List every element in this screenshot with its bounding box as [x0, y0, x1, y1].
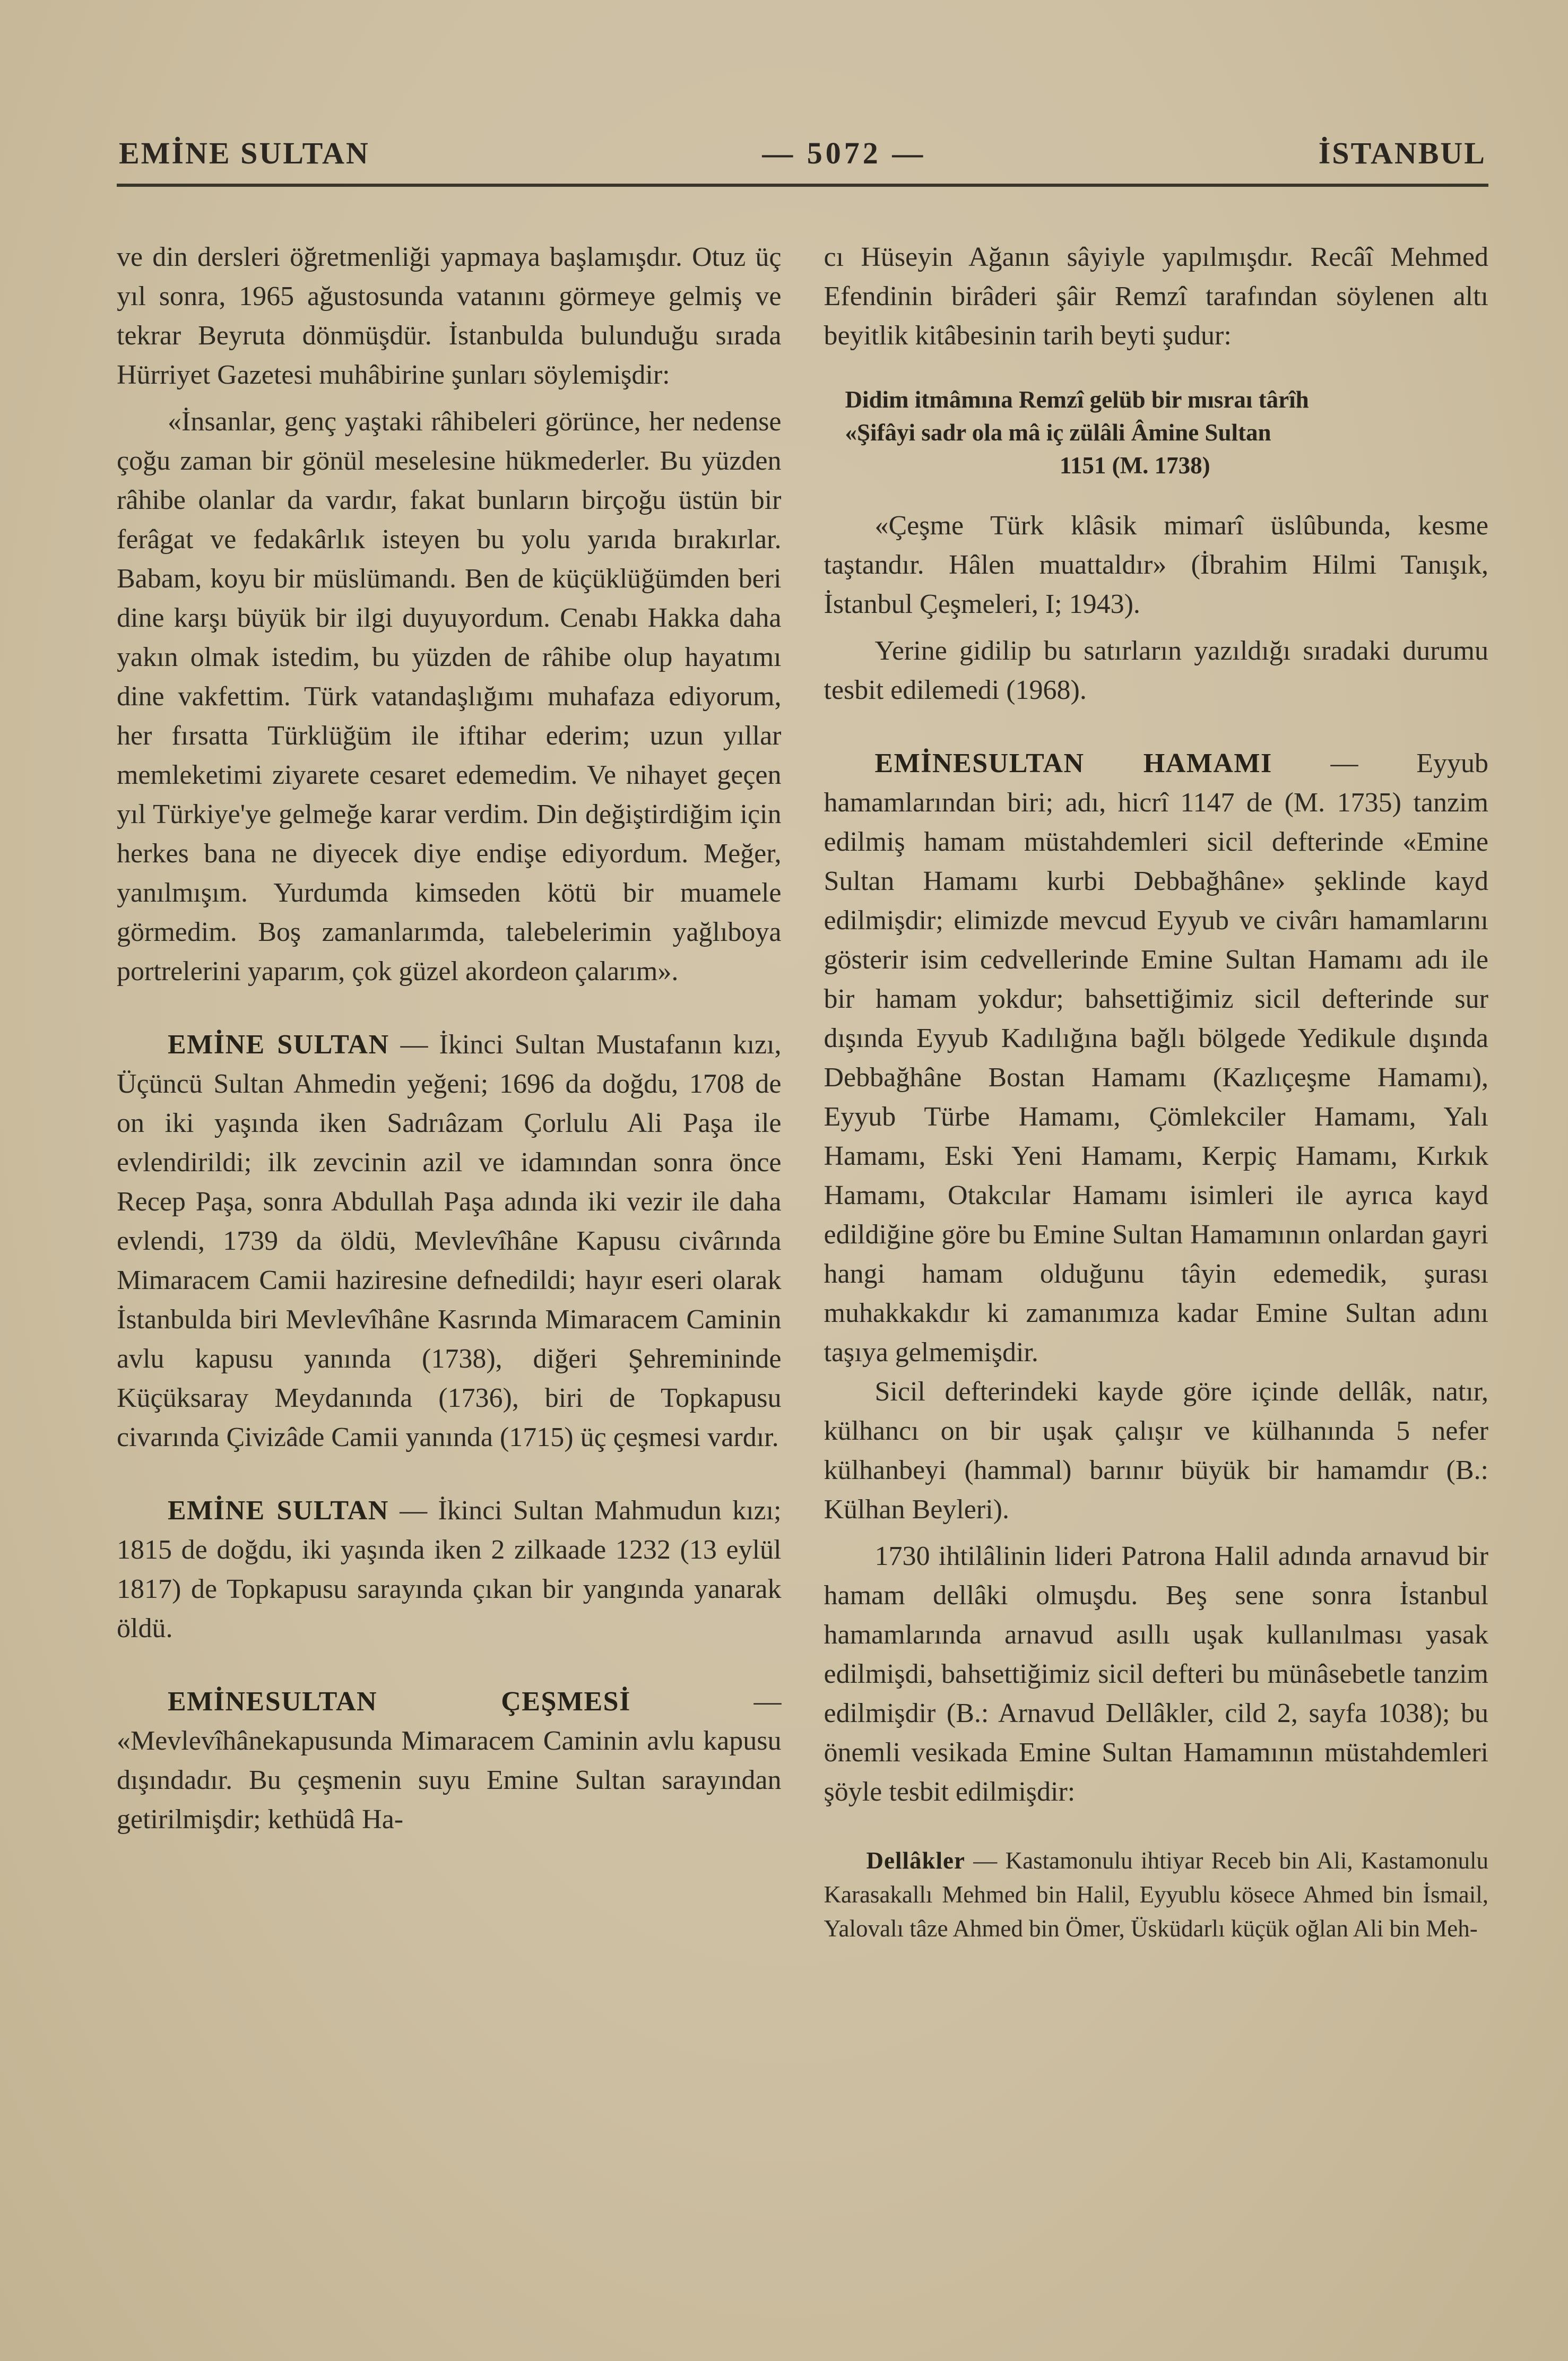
entry-term: EMİNE SULTAN	[168, 1495, 389, 1526]
verse-date: 1151 (M. 1738)	[1059, 452, 1210, 479]
verse-line: Didim itmâmına Remzî gelüb bir mısraı târîh	[845, 386, 1309, 413]
running-title-left: EMİNE SULTAN	[119, 136, 370, 170]
body-paragraph: cı Hüseyin Ağanın sâyiyle yapılmışdır. Recâî Mehmed Efendinin birâderi şâir Remzî tarafından söylenen altı beyitlik kitâbesinin tarih beyti şudur:	[824, 242, 1488, 351]
header-divider	[117, 184, 1488, 187]
entry-term: EMİNESULTAN HAMAMI	[874, 748, 1272, 779]
page-header	[117, 135, 1488, 184]
entry-paragraph: EMİNESULTAN ÇEŞMESİ — «Mevlevîhânekapusunda Mimaracem Caminin avlu kapusu dışındadır. Bu çeşmenin suyu Emine Sultan sarayından getirilmişdir; kethüdâ Ha-	[117, 1687, 782, 1835]
body-paragraph: 1730 ihtilâlinin lideri Patrona Halil adında arnavud bir hamam dellâki olmuşdu. Beş sene sonra İstanbul hamamlarında arnavud asıllı uşak kullanılması yasak edilmişdi, bahsettiğimiz sicil defteri bu münâsebetle tanzim edilmişdir (B.: Arnavud Dellâkler, cild 2, sayfa 1038); bu önemli vesikada Emine Sultan Hamamının müstahdemleri şöyle tesbit edilmişdir:	[824, 1541, 1488, 1807]
entry-term: EMİNESULTAN ÇEŞMESİ	[168, 1687, 631, 1717]
text-columns	[117, 238, 1488, 1945]
verse-line: «Şifâyi sadr ola mâ iç zülâli Âmine Sultan	[845, 419, 1271, 446]
body-paragraph: Yerine gidilip bu satırların yazıldığı sıradaki durumu tesbit edilemedi (1968).	[824, 636, 1488, 705]
left-column	[117, 238, 782, 1945]
body-paragraph: ve din dersleri öğretmenliği yapmaya başlamışdır. Otuz üç yıl sonra, 1965 ağustosunda vatanını görmeye gelmiş ve tekrar Beyruta dönmüşdür. İstanbulda bulunduğu sırada Hürriyet Gazetesi muhâbirine şunları söylemişdir:	[117, 242, 782, 390]
right-column	[824, 238, 1489, 1945]
page-number: — 5072 —	[762, 136, 926, 170]
body-paragraph: «İnsanlar, genç yaştaki râhibeleri görünce, her nedense çoğu zaman bir gönül meselesine hükmederler. Bu yüzden râhibe olanlar da vardır, fakat bunların birçoğu üstün bir ferâgat ve fedakârlık isteyen bu yolu yarıda bırakırlar. Babam, koyu bir müslümandı. Ben de küçüklüğümden beri dine karşı büyük bir ilgi duyuyordum. Cenabı Hakka daha yakın olmak istedim, bu yüzden de râhibe olup hayatımı dine vakfettim. Türk vatandaşlığımı muhafaza ediyorum, her fırsatta Türklüğüm ile iftihar ederim; uzun yıllar memleketimi ziyarete cesaret edemedim. Ve nihayet geçen yıl Türkiye'ye gelmeğe karar verdim. Din değiştirdiğim için herkes bana ne diyecek diye endişe ediyordum. Meğer, yanılmışım. Yurdumda kimseden kötü bir muamele görmedim. Boş zamanlarımda, talebelerimin yağlıboya portrelerini yaparım, çok güzel akordeon çalarım».	[117, 407, 782, 987]
entry-paragraph: Dellâkler — Kastamonulu ihtiyar Receb bin Ali, Kastamonulu Karasakallı Mehmed bin Halil, Eyyublu kösece Ahmed bin İsmail, Yalovalı tâze Ahmed bin Ömer, Üsküdarlı küçük oğlan Ali bin Meh-	[824, 1847, 1488, 1942]
verse-block	[824, 383, 1489, 482]
entry-term: Dellâkler	[866, 1847, 965, 1874]
body-paragraph: «Çeşme Türk klâsik mimarî üslûbunda, kesme taştandır. Hâlen muattaldır» (İbrahim Hilmi Tanışık, İstanbul Çeşmeleri, I; 1943).	[824, 511, 1488, 619]
entry-paragraph: EMİNE SULTAN — İkinci Sultan Mahmudun kızı; 1815 de doğdu, iki yaşında iken 2 zilkaade 1232 (13 eylül 1817) de Topkapusu sarayında çıkan bir yangında yanarak öldü.	[117, 1495, 782, 1644]
entry-term: EMİNE SULTAN	[168, 1030, 389, 1060]
entry-paragraph: EMİNE SULTAN — İkinci Sultan Mustafanın kızı, Üçüncü Sultan Ahmedin yeğeni; 1696 da doğdu, 1708 de on iki yaşında iken Sadrıâzam Çorlulu Ali Paşa ile evlendirildi; ilk zevcinin azil ve idamından sonra önce Recep Paşa, sonra Abdullah Paşa adında iki vezir ile daha evlendi, 1739 da öldü, Mevlevîhâne Kapusu civârında Mimaracem Camii haziresine defnedildi; hayır eseri olarak İstanbulda biri Mevlevîhâne Kasrında Mimaracem Caminin avlu kapusu yanında (1738), diğeri Şehremininde Küçüksaray Meydanında (1736), biri de Topkapusu civarında Çivizâde Camii yanında (1715) üç çeşmesi vardır.	[117, 1030, 782, 1452]
running-title-right: İSTANBUL	[1318, 136, 1486, 170]
body-paragraph: Sicil defterindeki kayde göre içinde dellâk, natır, külhancı on bir uşak çalışır ve külhanında 5 nefer külhanbeyi (hammal) barınır büyük bir hamamdır (B.: Külhan Beyleri).	[824, 1377, 1488, 1525]
entry-paragraph: EMİNESULTAN HAMAMI — Eyyub hamamlarından biri; adı, hicrî 1147 de (M. 1735) tanzim edilmiş hamam müstahdemleri sicil defterinde «Emine Sultan Hamamı kurbi Debbağhâne» şeklinde kayd edilmişdir; elimizde mevcud Eyyub ve civârı hamamlarını gösterir isim cedvellerinde Emine Sultan Hamamı adı ile bir hamam yokdur; bahsettiğimiz sicil defterinde sur dışında Eyyub Kadılığına bağlı bölgede Yedikule dışında Debbağhâne Bostan Hamamı (Kazlıçeşme Hamamı), Eyyub Türbe Hamamı, Çömlekciler Hamamı, Yalı Hamamı, Eski Yeni Hamamı, Kerpiç Hamamı, Kırkık Hamamı, Otakcılar Hamamı isimleri ile ayrıca kayd edildiğine göre bu Emine Sultan Hamamının onlardan gayri hangi hamam olduğunu tâyin edemedik, şurası muhakkakdır ki zamanımıza kadar Emine Sultan adını taşıya gelmemişdir.	[824, 748, 1489, 1368]
